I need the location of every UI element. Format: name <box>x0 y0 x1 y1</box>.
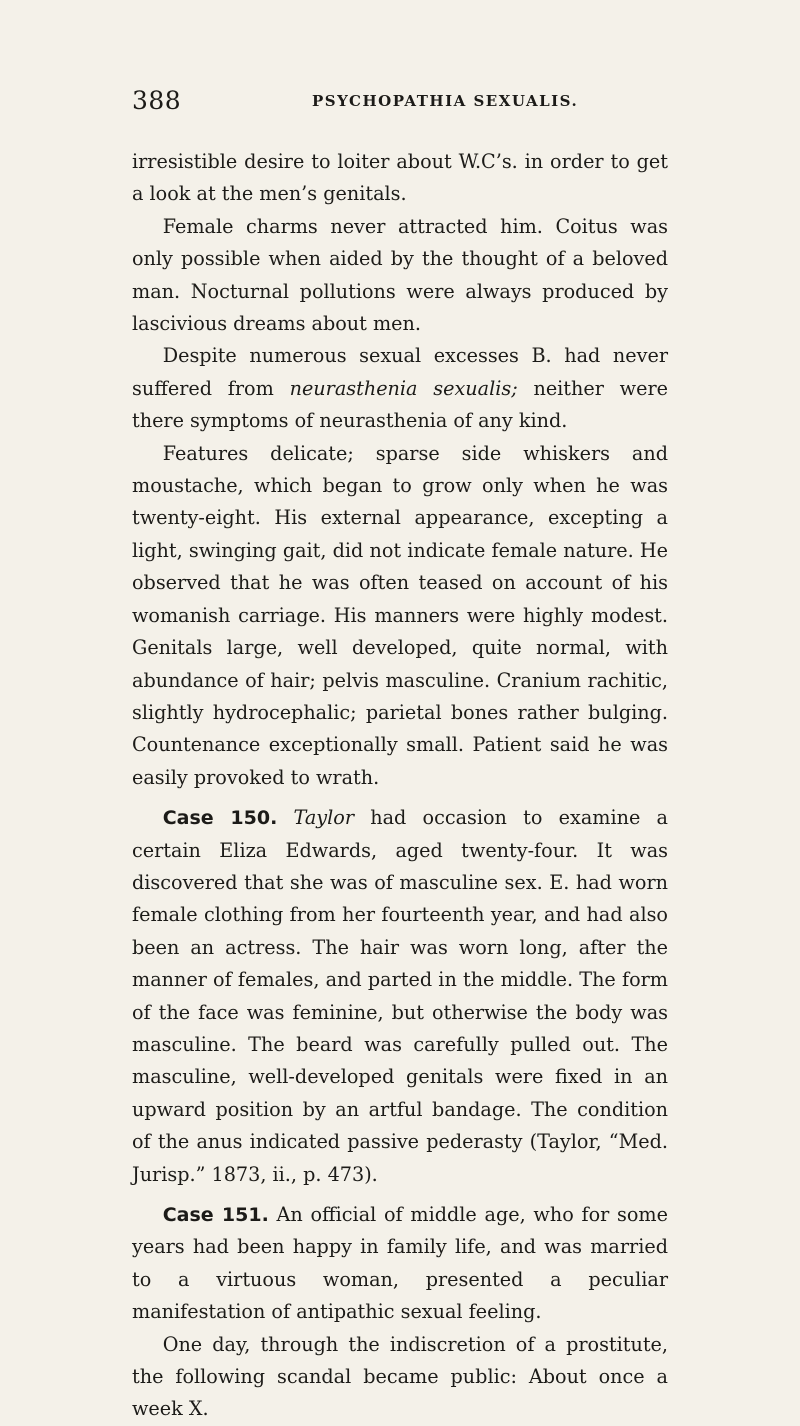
case-151-text: An official of middle age, who for some years had been happy in family life, and was married to a virtuous woman, presented a peculiar manifestation of antipathic sexual feeling. <box>132 1203 668 1324</box>
italic-term: neurasthenia sexualis; <box>289 376 518 400</box>
page-number: 388 <box>132 86 182 115</box>
paragraph-excesses-start: Despite numerous sexual excesses B. had never suffered from <box>132 344 668 400</box>
paragraph-continuation: irresistible desire to loiter about W.C’s. in order to get a look at the men’s genitals. <box>132 150 668 206</box>
paragraph-excesses-end: neither were there symptoms of neurasthenia of any kind. <box>132 376 668 433</box>
case-150-author: Taylor <box>293 806 354 830</box>
body-text <box>132 146 668 1426</box>
paragraph-features: Features delicate; sparse side whiskers and moustache, which began to grow only when he was twenty-eight. His external appearance, excepting a light, swinging gait, did not indicate female nature. He observed that he was often teased on account of his womanish carriage. His manners were highly modest. Genitals large, well developed, quite normal, with abundance of hair; pelvis masculine. Cranium rachitic, slightly hydrocephalic; parietal bones rather bulging. Countenance exceptionally small. Patient said he was easily provoked to wrath. <box>132 441 668 789</box>
paragraph-case-151 <box>132 1199 668 1329</box>
case-150-label: Case 150. <box>162 807 278 830</box>
case-150-text: had occasion to examine a certain Eliza Edwards, aged twenty-four. It was discovered that she was of masculine sex. E. had worn female clothing from her fourteenth year, and had also been an actress. The hair was worn long, after the manner of females, and parted in the middle. The form of the face was feminine, but otherwise the body was masculine. The beard was carefully pulled out. The masculine, well-developed genitals were fixed in an upward position by an artful bandage. The condition of the anus indicated passive pederasty (Taylor, “Med. Jurisp.” 1873, ii., p. 473). <box>132 806 668 1186</box>
case-151-label: Case 151. <box>162 1204 269 1226</box>
paragraph-scandal: One day, through the indiscretion of a prostitute, the following scandal became public: About once a week X. <box>132 1332 668 1421</box>
paragraph-female-charms: Female charms never attracted him. Coitus was only possible when aided by the thought of a beloved man. Nocturnal pollutions were always produced by lascivious dreams about men. <box>132 214 668 336</box>
running-title: PSYCHOPATHIA SEXUALIS. <box>312 92 579 110</box>
page-header <box>132 86 672 122</box>
paragraph-case-150 <box>132 802 668 1191</box>
paragraph-excesses <box>132 340 668 437</box>
